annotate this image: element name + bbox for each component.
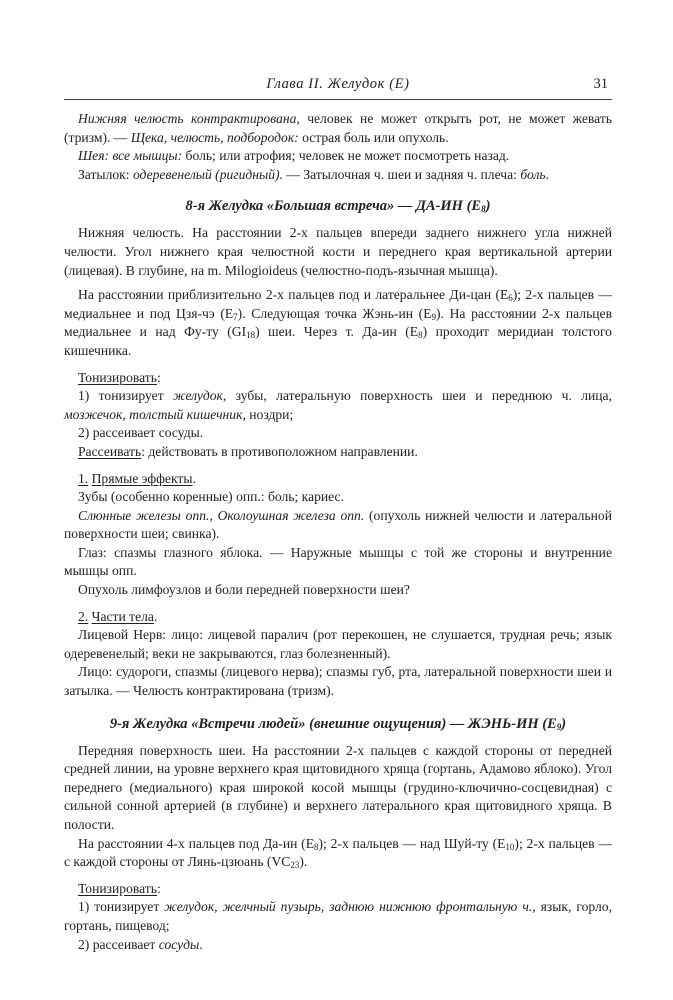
location-paragraph: [64, 286, 612, 360]
text-run: — Затылочная ч. шеи и задняя ч. плеча:: [282, 166, 521, 182]
text-italic: Нижняя челюсть контрактирована,: [78, 111, 300, 126]
underlined-label: 2.: [78, 608, 89, 624]
text-run: :: [156, 880, 161, 896]
text-run: : действовать в противоположном направлении.: [141, 443, 418, 459]
text-run: ) проходит меридиан толстого кишечника.: [64, 324, 612, 358]
text-run: :: [156, 369, 161, 385]
subscript: 8: [418, 330, 423, 341]
text-run: (опухоль нижней челюсти и латеральной поверхности шеи; свинка).: [64, 507, 612, 542]
tonify-item: [64, 387, 612, 424]
text-italic: боль: [520, 166, 546, 182]
heading-text: 8-я Желудка «Большая встреча» — ДА-ИН (E: [185, 198, 482, 215]
tonify-item: [64, 898, 612, 935]
text-run: ); 2-х пальцев — над Шуй-ту (E: [318, 835, 506, 851]
text-run: .: [199, 936, 203, 952]
underlined-label: Тонизировать: [78, 369, 157, 385]
disperse-line: [64, 443, 612, 462]
text-run: .: [192, 470, 196, 486]
heading-subscript: 8: [481, 204, 486, 215]
text-run: острая боль или опухоль.: [298, 129, 449, 145]
underlined-label: Прямые эффекты: [91, 470, 193, 486]
heading-subscript: 9: [556, 721, 562, 732]
subscript: 7: [233, 311, 238, 322]
text-italic: сосуды: [158, 936, 200, 952]
intro-paragraph-jaw: [64, 110, 612, 147]
header-rule: [64, 99, 612, 100]
section-heading-da-in: [64, 196, 612, 216]
text-run: ). Следующая точка Жэнь-ин (E: [237, 305, 432, 321]
text-run: .: [153, 608, 158, 624]
text-italic: Щека, челюсть, подбородок:: [130, 129, 299, 145]
section-heading-zhen-in: [64, 714, 612, 734]
text-run: 1) тонизирует: [78, 899, 165, 915]
text-italic: желудок, желчный пузырь, заднюю нижнюю фронтальную ч.,: [164, 899, 536, 915]
text-run: 2) рассеивает: [78, 936, 159, 952]
text-run: ноздри;: [245, 406, 294, 422]
text-run: ). На расстоянии 2-х пальцев медиальнее и над Фу-ту (GI: [64, 305, 613, 340]
body-part-item: Лицевой Нерв: лицо: лицевой паралич (рот перекошен, не слушается, трудная речь; язык одеревенелый; веки не закрываются, глаз болезненный).: [64, 627, 612, 661]
text-italic: Шея: все мышцы:: [78, 148, 183, 164]
text-run: ) шеи. Через т. Да-ин (E: [255, 324, 419, 340]
page-body: [64, 110, 612, 954]
text-run: человек не может открыть рот, не может жевать (тризм). —: [64, 111, 612, 145]
text-run: .: [545, 166, 549, 182]
page-number: 31: [593, 76, 608, 92]
location-paragraph: Передняя поверхность шеи. На расстоянии 2-х пальцев с каждой стороны от передней средней линии, на уровне верхнего края щитовидного хряща (гортань, Адамово яблоко). Угол переднего (медиального) края широкой косой мышцы (грудино-ключично-сосцевидная) с сильной сонной артерией (в глубине) и верхнего латерального края щитовидного хряща. В полости.: [64, 742, 612, 832]
subscript: 6: [508, 293, 513, 304]
text-run: язык, горло, гортань, пищевод;: [64, 899, 613, 933]
subscript: 8: [314, 841, 319, 852]
chapter-title: Глава II. Желудок (E): [266, 76, 410, 92]
body-part-item: Лицо: судороги, спазмы (лицевого нерва); спазмы губ, рта, латеральной поверхности шеи и затылка. — Челюсть контрактирована (тризм).: [64, 664, 612, 699]
intro-paragraph-nape: [64, 166, 612, 185]
tonify-item: [64, 936, 612, 955]
underlined-label: 1.: [78, 470, 89, 486]
subscript: 10: [505, 841, 515, 852]
tonify-item: 2) рассеивает сосуды.: [78, 425, 204, 441]
text-run: зубы, латеральную поверхность шеи и переднюю ч. лица,: [226, 388, 612, 404]
tonify-label: [64, 369, 612, 388]
underlined-label: Тонизировать: [78, 880, 157, 896]
heading-text: 9-я Желудка «Встречи людей» (внешние ощущения) — ЖЭНЬ-ИН (E: [109, 715, 557, 732]
location-paragraph: [64, 835, 612, 872]
tonify-label: [64, 880, 612, 899]
text-run: На расстоянии 4-х пальцев под Да-ин (E: [78, 835, 315, 851]
effect-item: Глаз: спазмы глазного яблока. — Наружные мышцы с той же стороны и внутренние мышцы опп.: [64, 544, 612, 579]
text-run: ); 2-х пальцев — медиальнее и под Цзя-чэ (E: [64, 287, 612, 321]
text-italic: желудок,: [172, 388, 227, 404]
text-run: боль; или атрофия; человек не может посмотреть назад.: [182, 148, 510, 164]
effect-item: [64, 507, 612, 544]
text-run: Затылок:: [78, 166, 133, 182]
underlined-label: Части тела: [91, 608, 154, 624]
running-head: [64, 76, 612, 96]
location-paragraph: Нижняя челюсть. На расстоянии 2-х пальцев впереди заднего нижнего угла нижней челюсти. Угол нижнего края челюстной кости и переднего края вертикальной артерии (лицевая). В глубине, на m. Milogioideus (челюстно-подъ-язычная мышца).: [64, 225, 612, 278]
body-parts-label: [64, 608, 612, 627]
text-italic: одеревенелый (ригидный).: [132, 166, 283, 182]
direct-effects-label: [64, 470, 612, 489]
intro-paragraph-neck: [64, 147, 612, 166]
heading-text: ): [485, 198, 491, 215]
text-run: ); 2-х пальцев — с каждой стороны от Лянь-цзюань (VC: [64, 835, 612, 870]
effect-item: Зубы (особенно коренные) опп.: боль; кариес.: [78, 489, 344, 505]
text-italic: мозжечок, толстый кишечник,: [64, 406, 246, 422]
subscript: 23: [290, 860, 300, 871]
subscript: 18: [246, 330, 256, 341]
text-run: На расстоянии приблизительно 2-х пальцев под и латеральнее Ди-цан (E: [78, 287, 509, 303]
text-italic: Слюнные железы опп., Околоушная железа опп.: [78, 507, 365, 523]
underlined-label: Рассеивать: [78, 443, 142, 459]
effect-item: Опухоль лимфоузлов и боли передней поверхности шеи?: [78, 582, 410, 598]
subscript: 9: [431, 311, 436, 322]
text-run: 1) тонизирует: [78, 388, 173, 404]
text-run: ).: [299, 854, 308, 870]
heading-text: ): [561, 715, 567, 732]
